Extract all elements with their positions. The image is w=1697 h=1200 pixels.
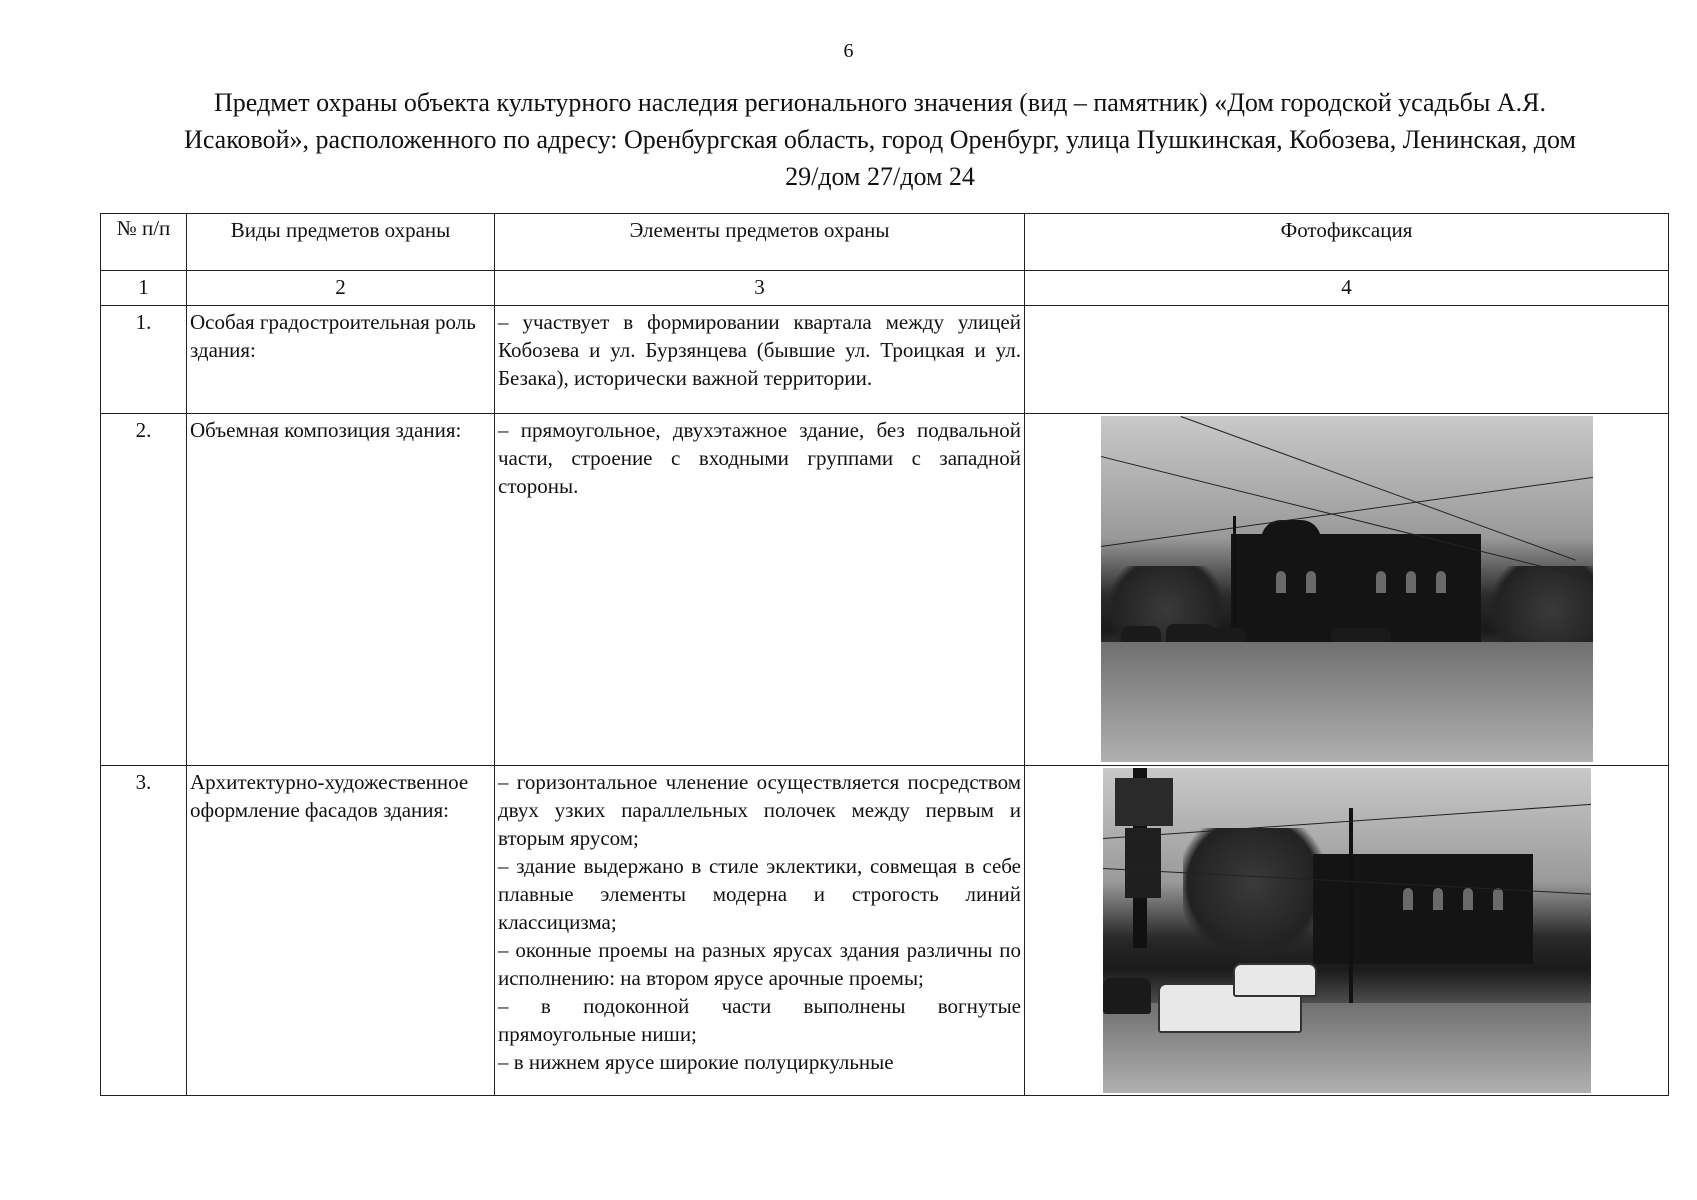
element-item: – горизонтальное членение осуществляется посредством двух узких параллельных полочек между первым и вторым ярусом; [498,770,1021,850]
title-line: Предмет охраны объекта культурного наследия регионального значения (вид – памятник) «Дом городской усадьбы А.Я. [214,88,1546,117]
row-number: 1. [101,306,187,414]
column-number: 4 [1025,271,1669,306]
row-elements [495,306,1025,414]
row-photo [1025,766,1669,1096]
element-item: – здание выдержано в стиле эклектики, совмещая в себе плавные элементы модерна и строгость линий классицизма; [498,854,1021,934]
element-item: – оконные проемы на разных ярусах здания различны по исполнению: на втором ярусе арочные проемы; [498,938,1021,990]
title-line: 29/дом 27/дом 24 [785,162,975,191]
column-number: 3 [495,271,1025,306]
element-item: – в подоконной части выполнены вогнутые прямоугольные ниши; [498,994,1021,1046]
row-number: 2. [101,414,187,766]
column-number: 2 [187,271,495,306]
table-row [101,306,1669,414]
row-type: Особая градостроительная роль здания: [187,306,495,414]
row-type: Объемная композиция здания: [187,414,495,766]
protection-table [100,213,1669,1096]
table-row [101,414,1669,766]
header-type: Виды предметов охраны [187,214,495,271]
header-photo: Фотофиксация [1025,214,1669,271]
document-title [90,84,1670,195]
row-elements [495,414,1025,766]
table-row [101,766,1669,1096]
page-number: 6 [843,40,854,62]
building-photo [1103,768,1591,1093]
column-numbers-row [101,271,1669,306]
element-item: – участвует в формировании квартала между улицей Кобозева и ул. Бурзянцева (бывшие ул. Троицкая и ул. Безака), исторически важной территории. [498,310,1021,390]
column-number: 1 [101,271,187,306]
header-number: № п/п [101,214,187,271]
element-item: – в нижнем ярусе широкие полуциркульные [498,1050,894,1074]
table-header-row [101,214,1669,271]
row-number: 3. [101,766,187,1096]
row-photo [1025,414,1669,766]
row-photo-empty [1025,306,1669,414]
element-item: – прямоугольное, двухэтажное здание, без подвальной части, строение с входными группами с западной стороны. [498,418,1021,498]
row-type: Архитектурно-художественное оформление фасадов здания: [187,766,495,1096]
row-elements [495,766,1025,1096]
title-line: Исаковой», расположенного по адресу: Оренбургская область, город Оренбург, улица Пушкинская, Кобозева, Ленинская, дом [184,125,1576,154]
building-photo [1101,416,1593,762]
header-elements: Элементы предметов охраны [495,214,1025,271]
